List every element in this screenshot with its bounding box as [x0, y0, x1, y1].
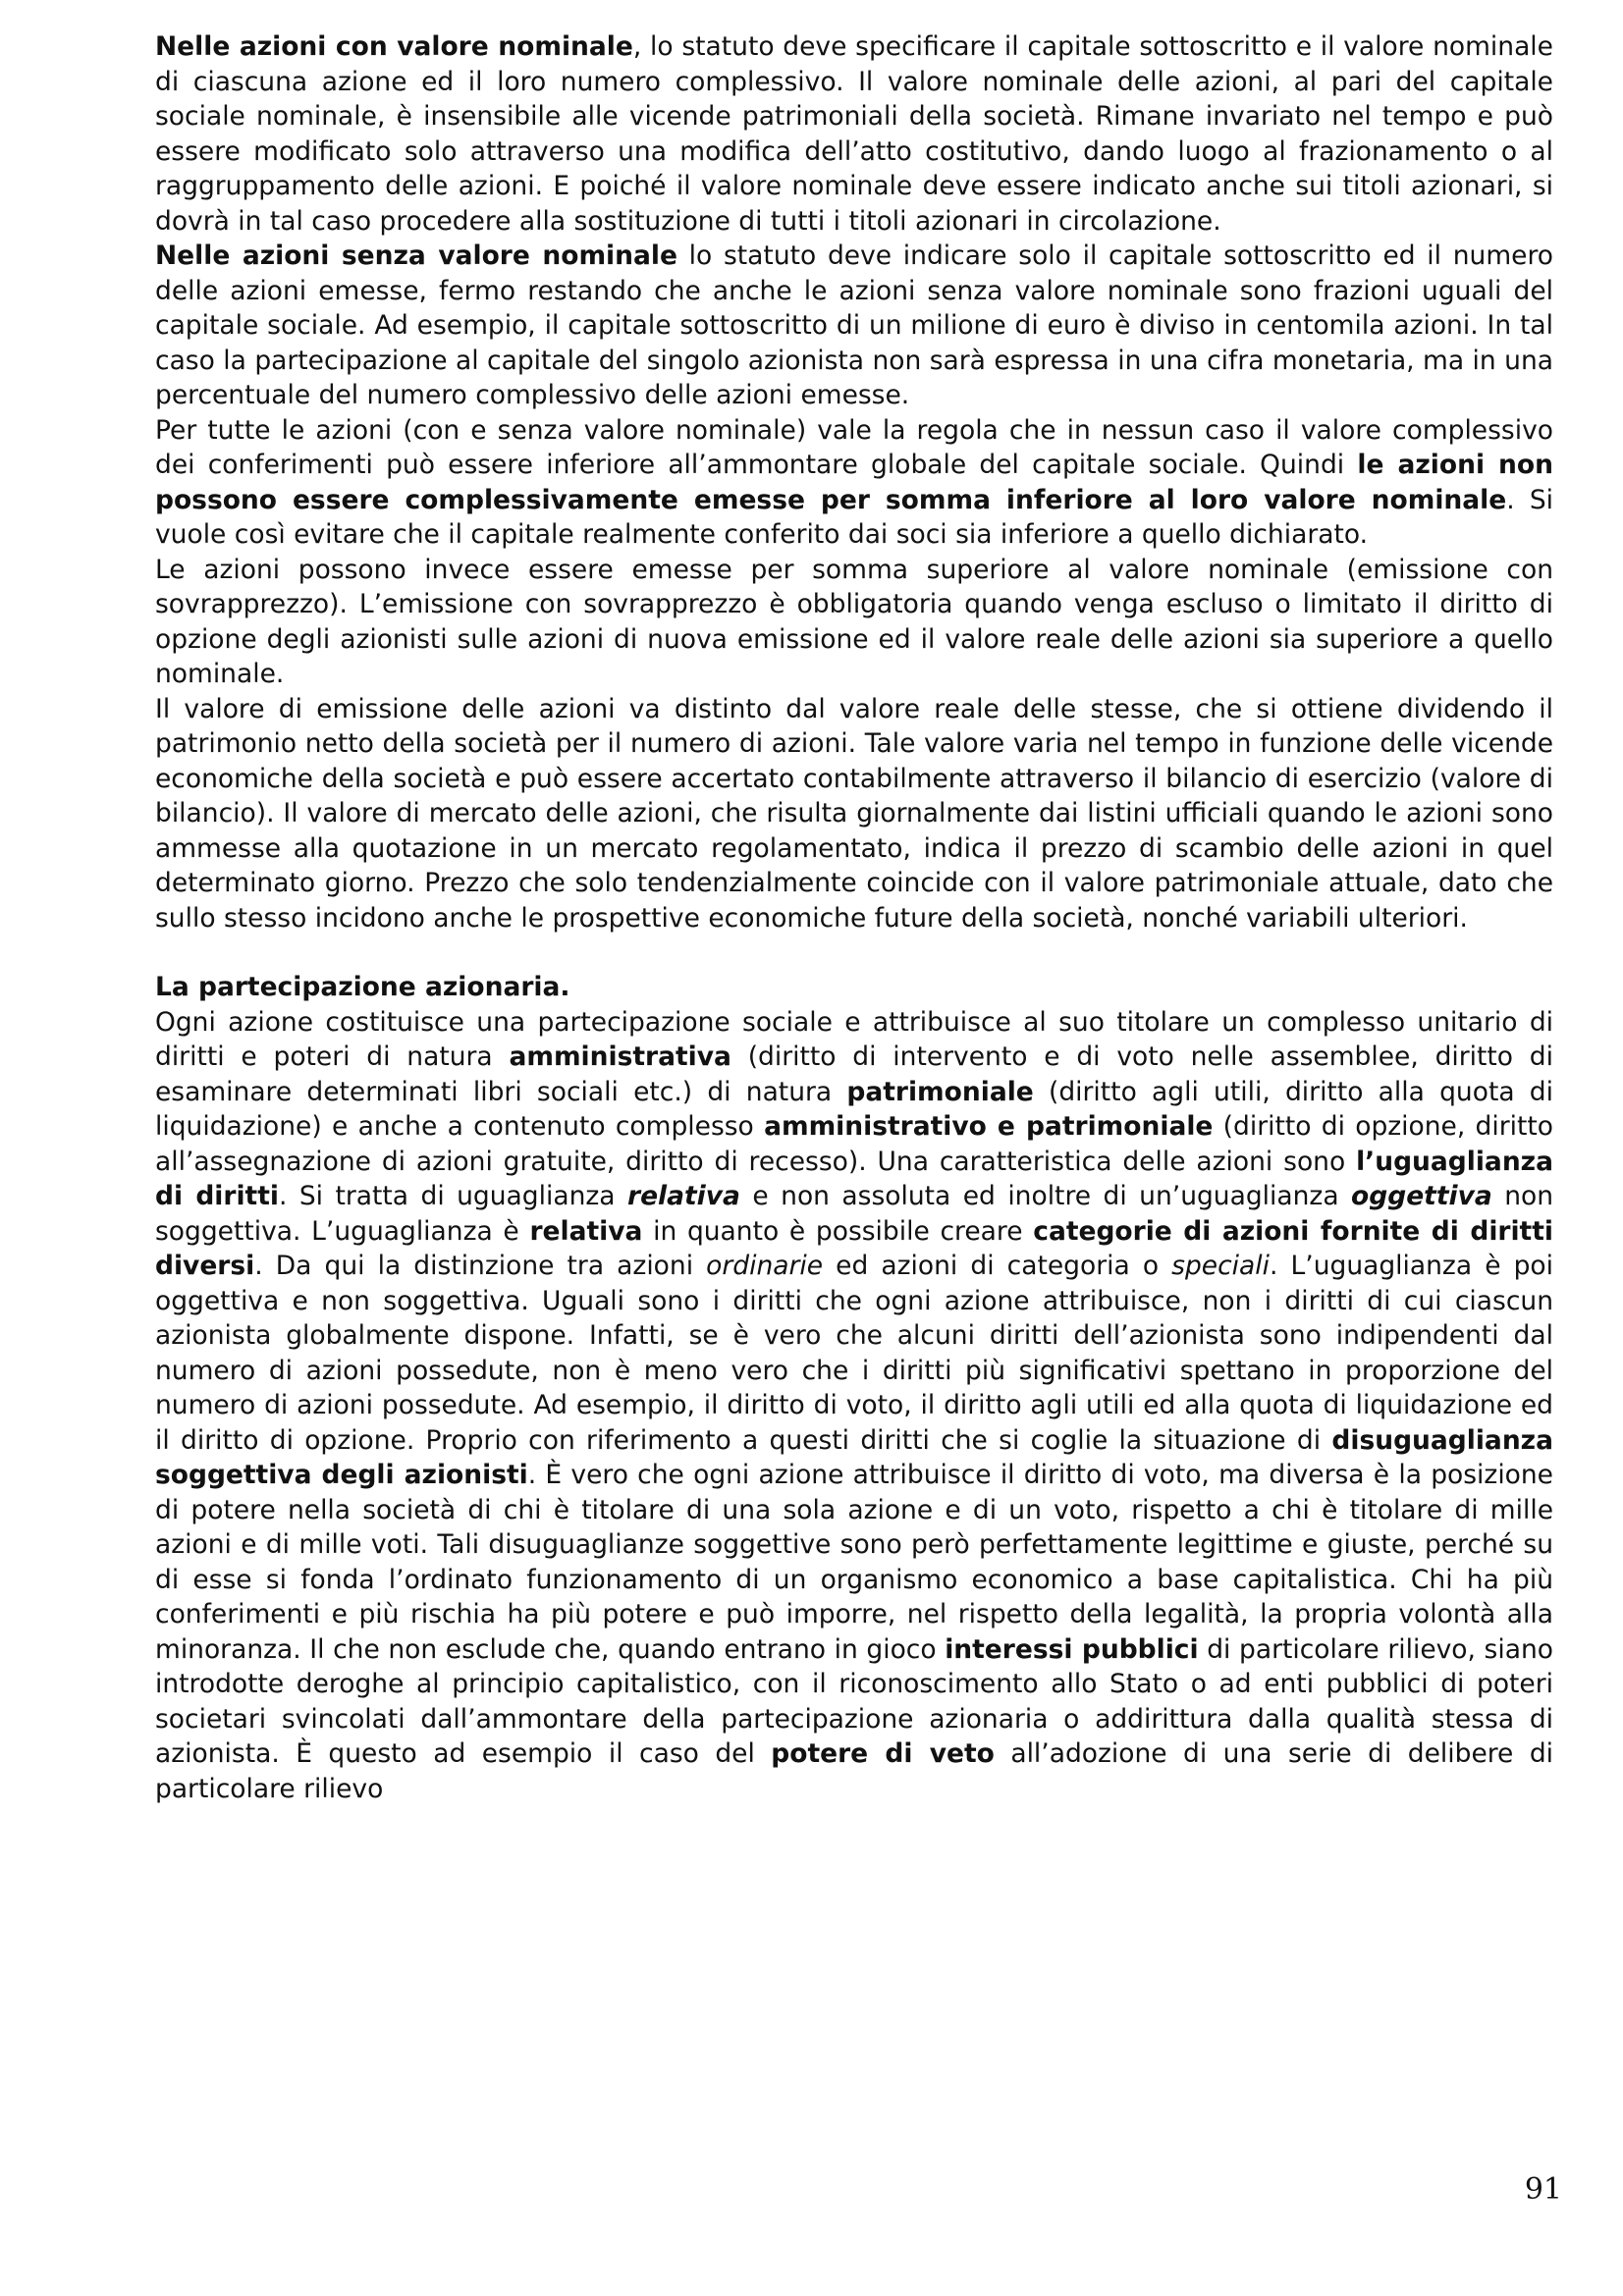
- paragraph-text: Le azioni possono invece essere emesse per somma superiore al valore nominale (emissione con sovrapprezzo). L’emissione con sovrapprezzo è obbligatoria quando venga escluso o limitato il diritto di opzione degli azionisti sulle azioni di nuova emissione ed il valore reale delle azioni sia superiore a quello nominale.: [155, 554, 1553, 689]
- bold-term: patrimoniale: [846, 1076, 1034, 1107]
- bold-term: relativa: [529, 1215, 643, 1247]
- text-run: ed azioni di categoria o: [823, 1251, 1172, 1281]
- paragraph-issue-rule: [155, 413, 1553, 553]
- bold-term: disuguaglianza soggettiva degli azionisti: [155, 1424, 1553, 1490]
- paragraph-premium: [155, 553, 1553, 692]
- italic-term: ordinarie: [706, 1251, 824, 1281]
- text-run: di particolare rilievo, siano introdotte deroghe al principio capitalistico, con il riconoscimento allo Stato o ad enti pubblici di poteri societari svincolati dall’ammontare della partecipazione azionaria o addirittura dalla qualità stessa di azionista. È questo ad esempio il caso del: [155, 1633, 1553, 1769]
- bold-term: l’uguaglianza di diritti: [155, 1146, 1553, 1211]
- paragraph-text: , lo statuto deve specificare il capitale sottoscritto e il valore nominale di ciascuna azione ed il loro numero complessivo. Il valore nominale delle azioni, al pari del capitale sociale nominale, è insensibile alle vicende patrimoniali della società. Rimane invariato nel tempo e può essere modificato solo attraverso una modifica dell’atto costitutivo, dando luogo al frazionamento o al raggruppamento delle azioni. E poiché il valore nominale deve essere indicato anche sui titoli azionari, si dovrà in tal caso procedere alla sostituzione di tutti i titoli azionari in circolazione.: [155, 31, 1553, 237]
- bold-term: amministrativa: [509, 1041, 731, 1072]
- paragraph-text: Per tutte le azioni (con e senza valore nominale) vale la regola che in nessun caso il valore complessivo dei conferimenti può essere inferiore all’ammontare globale del capitale sociale. Quindi: [155, 414, 1553, 480]
- page-body: [155, 29, 1553, 1806]
- text-run: . È vero che ogni azione attribuisce il diritto di voto, ma diversa è la posizione di potere nella società di chi è titolare di una sola azione e di un voto, rispetto a chi è titolare di mille azioni e di mille voti. Tali disuguaglianze soggettive sono però perfettamente legittime e giuste, perché su di esse si fonda l’ordinato funzionamento di un organismo economico a base capitalistica. Chi ha più conferimenti e più rischia ha più potere e può imporre, nel rispetto della legalità, la propria volontà alla minoranza. Il che non esclude che, quando entrano in gioco: [155, 1460, 1553, 1665]
- text-run: non soggettiva. L’uguaglianza è: [155, 1181, 1554, 1247]
- paragraph-shareholding: [155, 1005, 1553, 1807]
- text-run: (diritto agli utili, diritto alla quota di liquidazione) e anche a contenuto complesso: [155, 1076, 1553, 1142]
- bold-lead: Nelle azioni con valore nominale: [155, 31, 633, 62]
- text-run: . Da qui la distinzione tra azioni: [254, 1251, 707, 1281]
- text-run: . L’uguaglianza è poi oggettiva e non soggettiva. Uguali sono i diritti che ogni azione attribuisce, non i diritti di cui ciascun azionista globalmente dispone. Infatti, se è vero che alcuni diritti dell’azionista sono indipendenti dal numero di azioni possedute, non è meno vero che i diritti più significativi spettano in proporzione del numero di azioni possedute. Ad esempio, il diritto di voto, il diritto agli utili ed alla quota di liquidazione ed il diritto di opzione. Proprio con riferimento a questi diritti che si coglie la situazione di: [155, 1251, 1553, 1456]
- text-run: (diritto di opzione, diritto all’assegnazione di azioni gratuite, diritto di recesso). Una caratteristica delle azioni sono: [155, 1111, 1553, 1177]
- paragraph-no-nominal-value: [155, 239, 1553, 413]
- text-run: all’adozione di una serie di delibere di particolare rilievo: [155, 1738, 1554, 1804]
- page-number: 91: [1524, 2172, 1562, 2207]
- bold-italic-term: relativa: [627, 1181, 740, 1211]
- paragraph-nominal-value: [155, 29, 1553, 239]
- text-run: e non assoluta ed inoltre di un’uguaglianza: [739, 1181, 1352, 1211]
- paragraph-text: Il valore di emissione delle azioni va distinto dal valore reale delle stesse, che si ottiene dividendo il patrimonio netto della società per il numero di azioni. Tale valore varia nel tempo in funzione delle vicende economiche della società e può essere accertato contabilmente attraverso il bilancio di esercizio (valore di bilancio). Il valore di mercato delle azioni, che risulta giornalmente dai listini ufficiali quando le azioni sono ammesse alla quotazione in un mercato regolamentato, indica il prezzo di scambio delle azioni in quel determinato giorno. Prezzo che solo tendenzialmente coincide con il valore patrimoniale attuale, dato che sullo stesso incidono anche le prospettive economiche future della società, nonché variabili ulteriori.: [155, 693, 1553, 934]
- paragraph-text: . Si vuole così evitare che il capitale realmente conferito dai soci sia inferiore a quello dichiarato.: [155, 484, 1554, 550]
- text-run: . Si tratta di uguaglianza: [278, 1181, 627, 1211]
- text-run: Ogni azione costituisce una partecipazione sociale e attribuisce al suo titolare un complesso unitario di diritti e poteri di natura: [155, 1006, 1553, 1072]
- bold-emphasis: le azioni non possono essere complessivamente emesse per somma inferiore al loro valore nominale: [155, 450, 1553, 515]
- section-heading: La partecipazione azionaria.: [155, 972, 570, 1002]
- paragraph-real-value: [155, 692, 1553, 936]
- bold-term: amministrativo e patrimoniale: [764, 1111, 1214, 1142]
- bold-term: potere di veto: [771, 1738, 995, 1769]
- text-run: (diritto di intervento e di voto nelle assemblee, diritto di esaminare determinati libri sociali etc.) di natura: [155, 1041, 1553, 1107]
- bold-term: categorie di azioni fornite di diritti diversi: [155, 1215, 1553, 1281]
- paragraph-text: lo statuto deve indicare solo il capitale sottoscritto ed il numero delle azioni emesse, fermo restando che anche le azioni senza valore nominale sono frazioni uguali del capitale sociale. Ad esempio, il capitale sottoscritto di un milione di euro è diviso in centomila azioni. In tal caso la partecipazione al capitale del singolo azionista non sarà espressa in una cifra monetaria, ma in una percentuale del numero complessivo delle azioni emesse.: [155, 240, 1553, 410]
- text-run: in quanto è possibile creare: [642, 1215, 1034, 1247]
- bold-italic-term: oggettiva: [1351, 1181, 1492, 1211]
- bold-term: interessi pubblici: [945, 1633, 1199, 1665]
- italic-term: speciali: [1171, 1251, 1270, 1281]
- bold-lead: Nelle azioni senza valore nominale: [155, 240, 677, 271]
